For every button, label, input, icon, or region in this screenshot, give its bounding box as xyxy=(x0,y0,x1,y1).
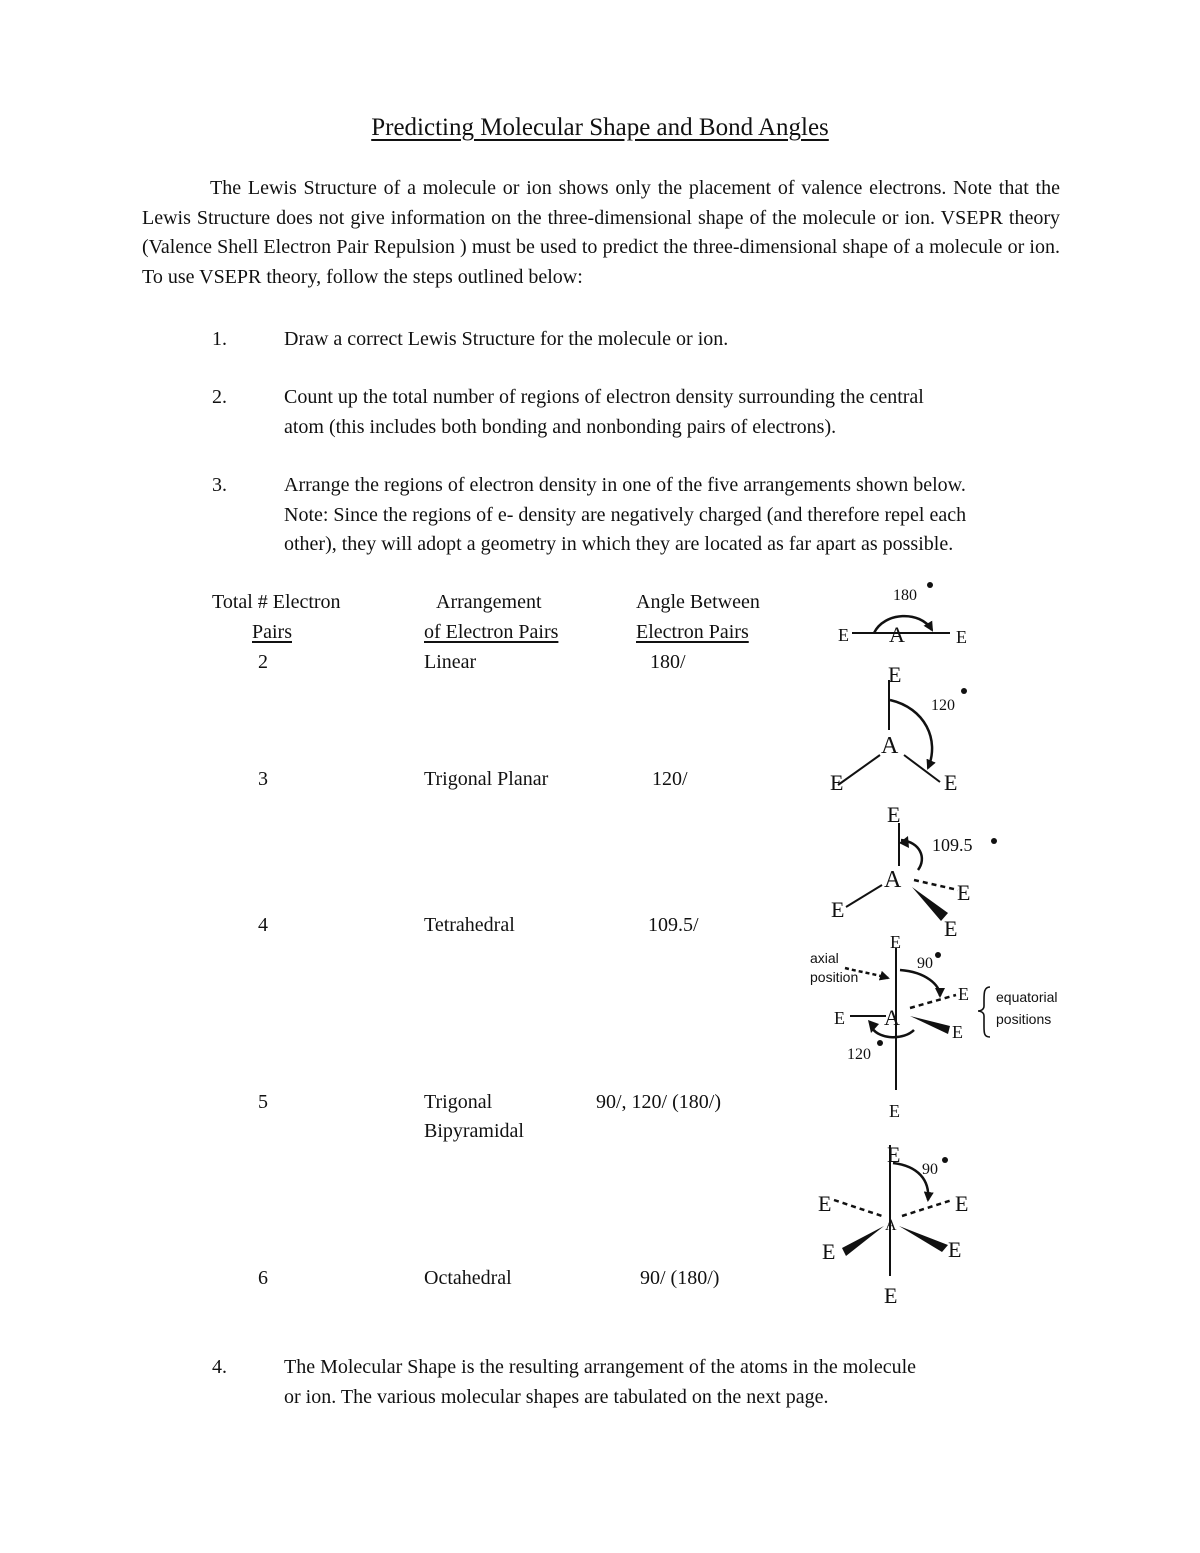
angle-label: 109.5 xyxy=(932,835,973,855)
atom-a: A xyxy=(884,1005,900,1030)
atom-e: E xyxy=(956,627,967,647)
header-angle-line1: Angle Between xyxy=(636,591,760,613)
atom-a: A xyxy=(889,622,905,647)
row-pairs: 6 xyxy=(258,1267,268,1289)
step-number: 4. xyxy=(212,1356,227,1378)
step-line: atom (this includes both bonding and nonbonding pairs of electrons). xyxy=(284,415,837,438)
step-number: 1. xyxy=(212,328,227,350)
atom-a: A xyxy=(884,867,902,893)
atom-e: E xyxy=(957,880,971,905)
axial-label-1: axial xyxy=(810,950,839,966)
angle-label: 90 xyxy=(917,955,933,972)
row-arrangement: Trigonal Planar xyxy=(424,768,549,790)
atom-e: E xyxy=(887,802,901,827)
row-arrangement: Trigonal xyxy=(424,1091,493,1113)
step-line: The Molecular Shape is the resulting arrangement of the atoms in the molecule xyxy=(284,1356,917,1378)
step-line: Draw a correct Lewis Structure for the molecule or ion. xyxy=(284,328,729,350)
trigonal-planar-diagram xyxy=(830,662,967,795)
atom-e: E xyxy=(834,1008,845,1028)
trigonal-bipyramidal-diagram xyxy=(810,932,1058,1121)
atom-e: E xyxy=(889,1101,900,1121)
angle-label: 180 xyxy=(893,587,917,604)
atom-a: A xyxy=(881,733,899,759)
atom-e: E xyxy=(818,1191,832,1216)
step-line: Count up the total number of regions of electron density surrounding the central xyxy=(284,386,924,408)
atom-e: E xyxy=(952,1022,963,1042)
header-arrangement-line2: of Electron Pairs xyxy=(424,621,559,643)
atom-e: E xyxy=(888,662,902,687)
angle-label: 120 xyxy=(847,1046,871,1063)
header-arrangement-line1: Arrangement xyxy=(436,591,542,613)
octahedral-diagram xyxy=(818,1142,968,1308)
tetrahedral-diagram xyxy=(831,802,997,941)
header-angle-line2: Electron Pairs xyxy=(636,621,749,643)
row-arrangement-line2: Bipyramidal xyxy=(424,1120,524,1142)
header-pairs-line1: Total # Electron xyxy=(212,591,341,613)
linear-diagram xyxy=(838,582,967,647)
atom-e: E xyxy=(944,770,958,795)
atom-e: E xyxy=(890,932,901,952)
row-arrangement: Tetrahedral xyxy=(424,914,515,936)
atom-a: A xyxy=(885,1217,897,1234)
atom-e: E xyxy=(830,770,844,795)
step-body xyxy=(284,1353,1060,1412)
atom-e: E xyxy=(887,1142,901,1167)
axial-label-2: position xyxy=(810,969,859,985)
row-pairs: 3 xyxy=(258,768,268,790)
row-angle: 90/ (180/) xyxy=(640,1267,720,1289)
row-angle: 180/ xyxy=(650,651,686,673)
row-arrangement: Linear xyxy=(424,651,477,673)
atom-e: E xyxy=(822,1239,836,1264)
angle-label: 90 xyxy=(922,1161,938,1178)
intro-text: The Lewis Structure of a molecule or ion shows only the placement of valence electrons. Note that the Lewis Structure does not give information on the three-dimensional shape of the molecule or ion. VSEPR theory (Valence Shell Electron Pair Repulsion ) must be used to predict the three-dimensional shape of a molecule or ion. To use VSEPR theory, follow the steps outlined below: xyxy=(142,177,1060,288)
step-line: or ion. The various molecular shapes are tabulated on the next page. xyxy=(284,1385,829,1408)
row-arrangement: Octahedral xyxy=(424,1267,512,1289)
atom-e: E xyxy=(944,916,958,941)
row-pairs: 5 xyxy=(258,1091,268,1113)
row-angle: 120/ xyxy=(652,768,688,790)
atom-e: E xyxy=(831,897,845,922)
atom-e: E xyxy=(838,625,849,645)
atom-e: E xyxy=(955,1191,969,1216)
atom-e: E xyxy=(884,1283,898,1308)
header-pairs-line2: Pairs xyxy=(252,621,292,643)
step-line: Note: Since the regions of e- density are negatively charged (and therefore repel each xyxy=(284,503,967,526)
angle-label: 120 xyxy=(931,697,955,714)
atom-e: E xyxy=(958,984,969,1004)
equatorial-label-1: equatorial xyxy=(996,989,1058,1005)
row-pairs: 4 xyxy=(258,914,268,936)
step-number: 2. xyxy=(212,386,227,408)
row-angle: 90/, 120/ (180/) xyxy=(596,1091,721,1113)
step-line: other), they will adopt a geometry in which they are located as far apart as possible. xyxy=(284,533,954,555)
equatorial-label-2: positions xyxy=(996,1011,1052,1027)
step-line: Arrange the regions of electron density in one of the five arrangements shown below. xyxy=(284,474,966,496)
row-angle: 109.5/ xyxy=(648,914,699,936)
atom-e: E xyxy=(948,1237,962,1262)
step-number: 3. xyxy=(212,474,227,496)
document-title: Predicting Molecular Shape and Bond Angles xyxy=(371,114,829,141)
row-pairs: 2 xyxy=(258,651,268,673)
